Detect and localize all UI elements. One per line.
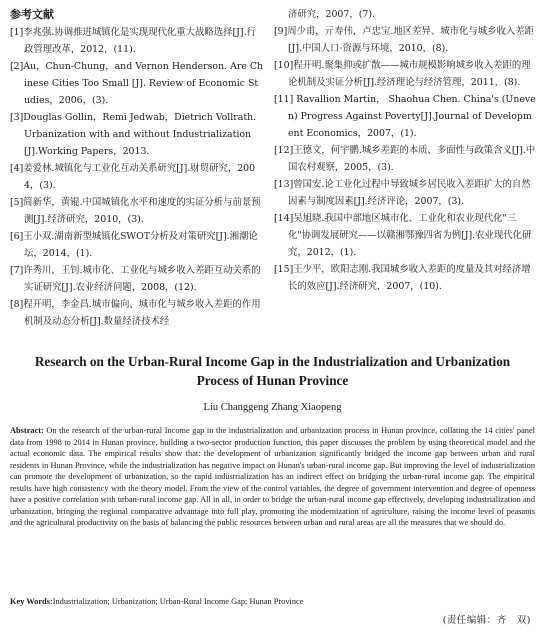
reference-item: [12]王德文，何宇鹏.城乡差距的本质、多面性与政策含义[J].中国农村观察，2005，(3). bbox=[274, 145, 536, 173]
reference-item: [2]Au，Chun-Chung，and Vernon Henderson. Are Chinese Cities Too Small [J]. Review of Economic Studies，2006，(3). bbox=[10, 61, 264, 106]
reference-item: [3]Douglas Gollin，Remi Jedwab，Dietrich Vollrath. Urbanization with and without Industrialization [J].Working Papers，2013. bbox=[10, 112, 257, 157]
reference-item: [15]王少平，欧阳志刚.我国城乡收入差距的度量及其对经济增长的效应[J].经济研究，2007，(10). bbox=[274, 264, 531, 292]
reference-item: [11] Ravallion Martin， Shaohua Chen. China's (Uneven) Progress Against Poverty[J].Journal of Development Economics，2007，(1). bbox=[274, 94, 536, 139]
abstract-label: Abstract: bbox=[10, 426, 44, 435]
reference-item: [13]曾国安.论工业化过程中导致城乡居民收入差距扩大的自然因素与制度因素[J].经济评论，2007，(3). bbox=[274, 179, 531, 207]
english-keywords bbox=[10, 596, 535, 608]
abstract-text: On the research of the urban-rural Income gap in the industrialization and urbanization process in Hunan province, collating the 14 cities' panel data from 1998 to 2014 in Hunan province, building a two-sector production function, this paper discusses the problem by using theoretical model and the actual economic data. The empirical results show that: the development of urbanization significantly bridged the income gap between urban and rural residents in Hunan Province, while the industrialization has negative impact on Hunan's urban-rural income gap. But improving the level of industrialization can promote the development of urbanization, so the rapid industrialization has an indirect effect on bridging the urban-rural income gap. The empirical results have high consistency with the theory model. From the view of the control variables, the degree of government intervention and degree of openness have a positive correlation with urban-rural income gap. All in all, in order to bridge the urban-rural income gap effectively, developing industrialization and urbanization, bringing the regional comparative advantage into full play, promoting the modernization of agriculture, raising the income level of peasants and the agricultural productivity on the basis of balancing the public resources between urban and rural areas are all the measures that we should do. bbox=[10, 426, 535, 528]
editor-note: (责任编辑：齐 双) bbox=[442, 615, 531, 626]
reference-item: [9]周少甫，亓寿伟，卢忠宝.地区差异、城市化与城乡收入差距[J].中国人口·资源与环境，2010，(8). bbox=[274, 26, 535, 54]
reference-item-continuation: 济研究，2007，(7). bbox=[288, 9, 375, 20]
reference-item: [1]李兆强.协调推进城镇化是实现现代化重大战略选择[J].行政管理改革，2012，(11). bbox=[10, 27, 256, 55]
reference-item: [14]吴旭晓.我国中部地区城市化、工业化和农业现代化"三化"协调发展研究——以赣湘鄂豫四省为例[J].农业现代化研究，2012，(1). bbox=[274, 213, 532, 258]
english-abstract bbox=[10, 425, 535, 529]
references-left-column bbox=[10, 24, 264, 330]
english-title: Research on the Urban-Rural Income Gap in the Industrialization and Urbanization Process of Hunan Province bbox=[34, 354, 511, 388]
reference-item: [7]许秀川，王钊.城市化、工业化与城乡收入差距互动关系的实证研究[J].农业经济问题，2008，(12). bbox=[10, 265, 261, 293]
keywords-label: Key Words: bbox=[10, 597, 53, 606]
reference-item: [5]简新华，黄锟.中国城镇化水平和速度的实证分析与前景预测[J].经济研究，2010，(3). bbox=[10, 197, 261, 225]
reference-item: [4]姜爱林.城镇化与工业化互动关系研究[J].财贸研究，2004，(3). bbox=[10, 163, 256, 191]
english-authors: Liu Changgeng Zhang Xiaopeng bbox=[203, 402, 342, 413]
references-heading: 参考文献 bbox=[10, 8, 54, 21]
references-right-column bbox=[274, 6, 536, 295]
reference-item: [10]程开明.聚集抑或扩散——城市规模影响城乡收入差距的理论机制及实证分析[J].经济理论与经济管理，2011，(8). bbox=[274, 60, 531, 88]
keywords-text: Industrialization; Urbanization; Urban-Rural Income Gap; Hunan Province bbox=[52, 597, 304, 606]
reference-item: [6]王小双.湖南新型城镇化SWOT分析及对策研究[J].湘潮论坛，2014，(1). bbox=[10, 231, 258, 259]
reference-item: [8]程开明，李金昌.城市偏向、城市化与城乡收入差距的作用机制及动态分析[J].数量经济技术经 bbox=[10, 299, 261, 327]
